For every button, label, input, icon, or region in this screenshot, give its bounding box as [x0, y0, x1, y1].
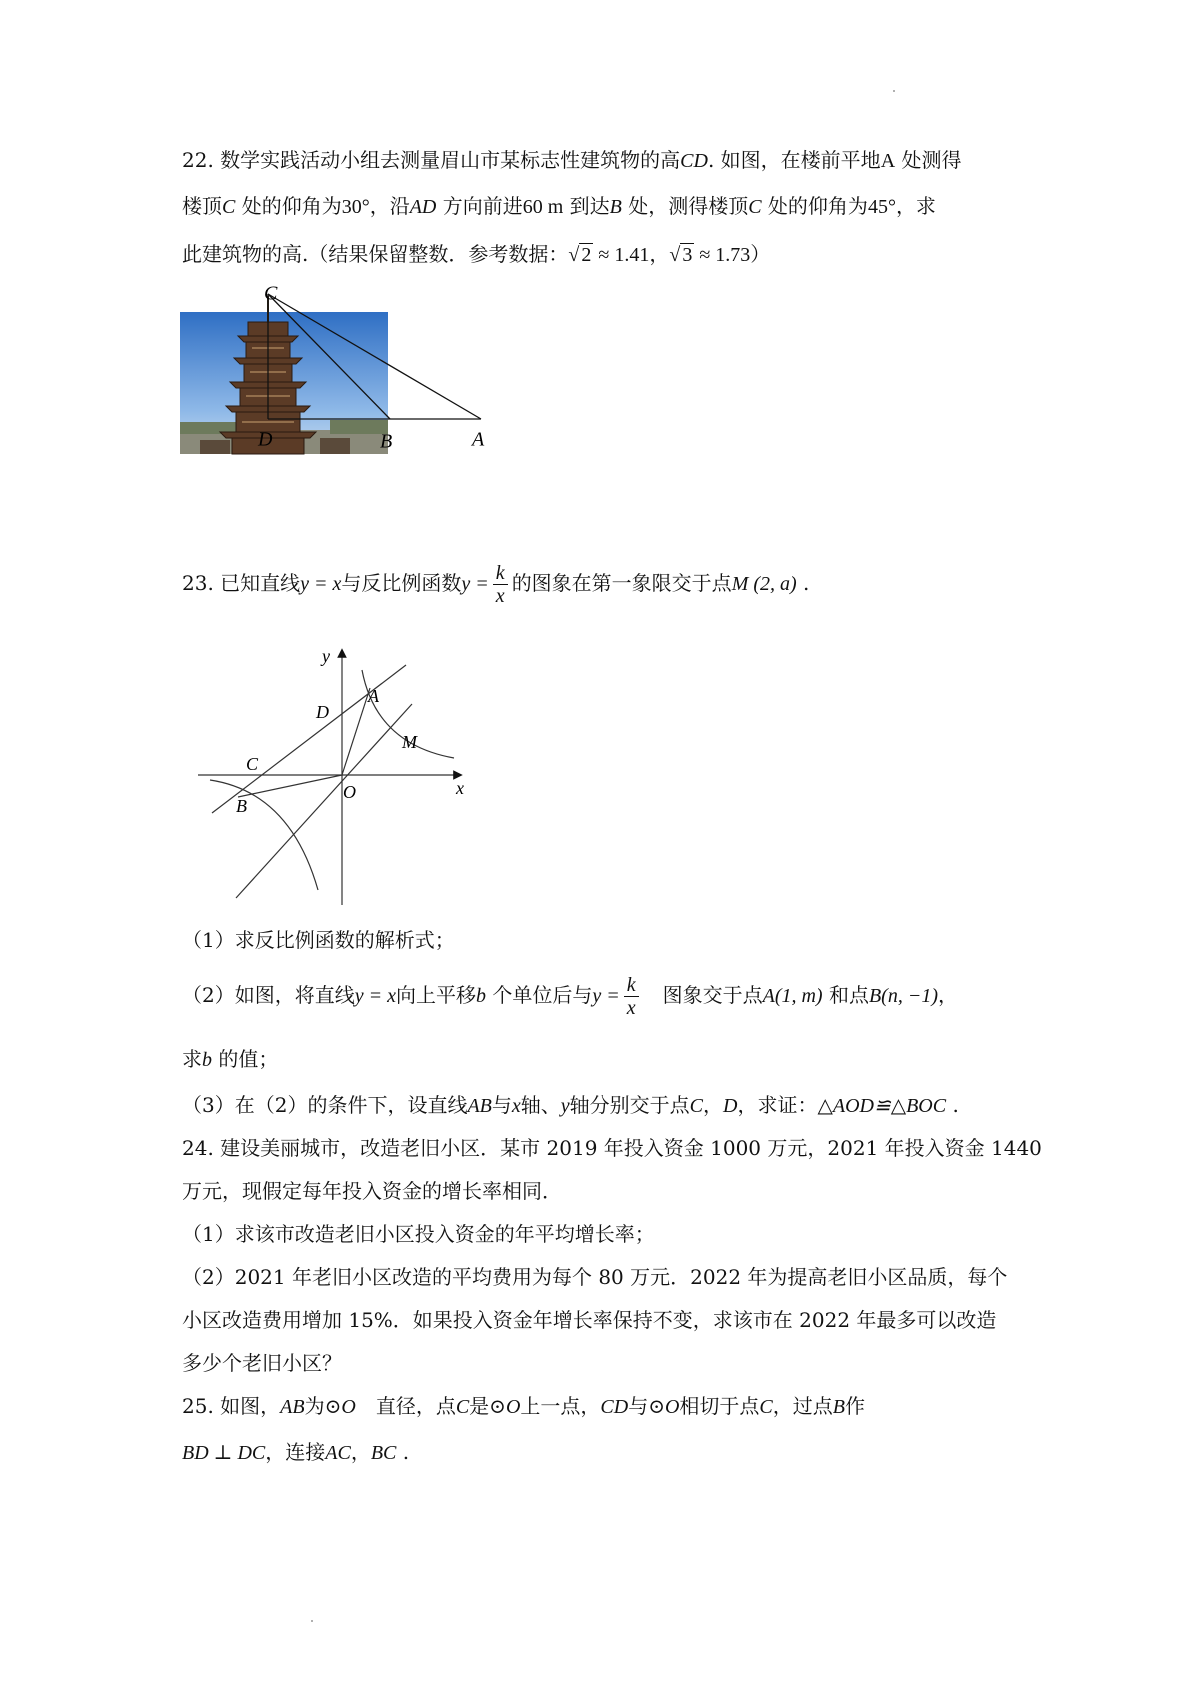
label-C: C: [264, 282, 278, 305]
label-D: D: [258, 428, 273, 451]
hyperbola-q3: [210, 780, 318, 890]
q25-line-1: 25. 如图，AB为⊙O 直径，点C是⊙O上一点，CD与⊙O相切于点C，过点B作: [182, 1394, 865, 1418]
label-O: O: [343, 782, 356, 802]
segment-OB: [238, 775, 342, 797]
label-C: C: [246, 754, 259, 774]
q24-line-2: 万元，现假定每年投入资金的增长率相同．: [182, 1179, 562, 1203]
segment-OA: [342, 688, 370, 775]
q22-line-2: 楼顶C 处的仰角为30°，沿AD 方向前进60 m 到达B 处，测得楼顶C 处的仰角为45°，求: [182, 194, 936, 218]
label-B: B: [380, 430, 393, 453]
q24-line-6: 多少个老旧小区？: [182, 1351, 342, 1375]
sqrt-3: √ 3: [669, 244, 693, 266]
fraction-k-over-x: $\frac{k}{x}$: [493, 562, 508, 607]
q23-part-1: （1）求反比例函数的解析式；: [182, 928, 455, 952]
q23-line-1: 23. 已知直线y = x与反比例函数y = $\frac{k}{x}$ 的图象在第一象限交于点M (2, a) .: [182, 562, 810, 607]
label-D: D: [316, 702, 329, 722]
q22-line-1: 22. 数学实践活动小组去测量眉山市某标志性建筑物的高CD. 如图，在楼前平地A 处测得: [182, 148, 962, 172]
q24-line-3: （1）求该市改造老旧小区投入资金的年平均增长率；: [182, 1222, 655, 1246]
label-A: A: [368, 686, 379, 706]
q23-coordinate-figure: [190, 640, 490, 910]
q22-line-3: 此建筑物的高.（结果保留整数．参考数据：√ 2 ≈ 1.41，√ 3 ≈ 1.73）: [182, 242, 771, 266]
scan-dot: [311, 1620, 313, 1622]
q24-line-1: 24. 建设美丽城市，改造老旧小区．某市 2019 年投入资金 1000 万元，2021 年投入资金 1440: [182, 1136, 1042, 1160]
q22-pagoda-figure: [180, 282, 520, 494]
q23-part-2b: 求b 的值；: [182, 1047, 279, 1071]
q23-part-3: （3）在（2）的条件下，设直线AB与x轴、y轴分别交于点C，D，求证：△AOD≌△BOC .: [182, 1093, 959, 1117]
label-A: A: [472, 428, 485, 451]
label-M: M: [402, 732, 417, 752]
fraction-k-over-x: $\frac{k}{x}$: [624, 974, 639, 1019]
label-y: y: [322, 646, 330, 666]
q24-line-5: 小区改造费用增加 15%．如果投入资金年增长率保持不变，求该市在 2022 年最多可以改造: [182, 1308, 997, 1332]
label-B: B: [236, 796, 247, 816]
sqrt-2: √ 2: [568, 244, 592, 266]
scan-dot: [893, 90, 895, 92]
label-x: x: [456, 778, 464, 798]
pagoda-photo: [180, 296, 388, 454]
q23-part-2: （2）如图，将直线y = x向上平移b 个单位后与y = $\frac{k}{x}$ 图象交于点A(1, m) 和点B(n, −1)，: [182, 974, 958, 1019]
q25-line-2: BD ⊥ DC，连接AC，BC .: [182, 1440, 410, 1464]
q24-line-4: （2）2021 年老旧小区改造的平均费用为每个 80 万元．2022 年为提高老旧小区品质，每个: [182, 1265, 1008, 1289]
